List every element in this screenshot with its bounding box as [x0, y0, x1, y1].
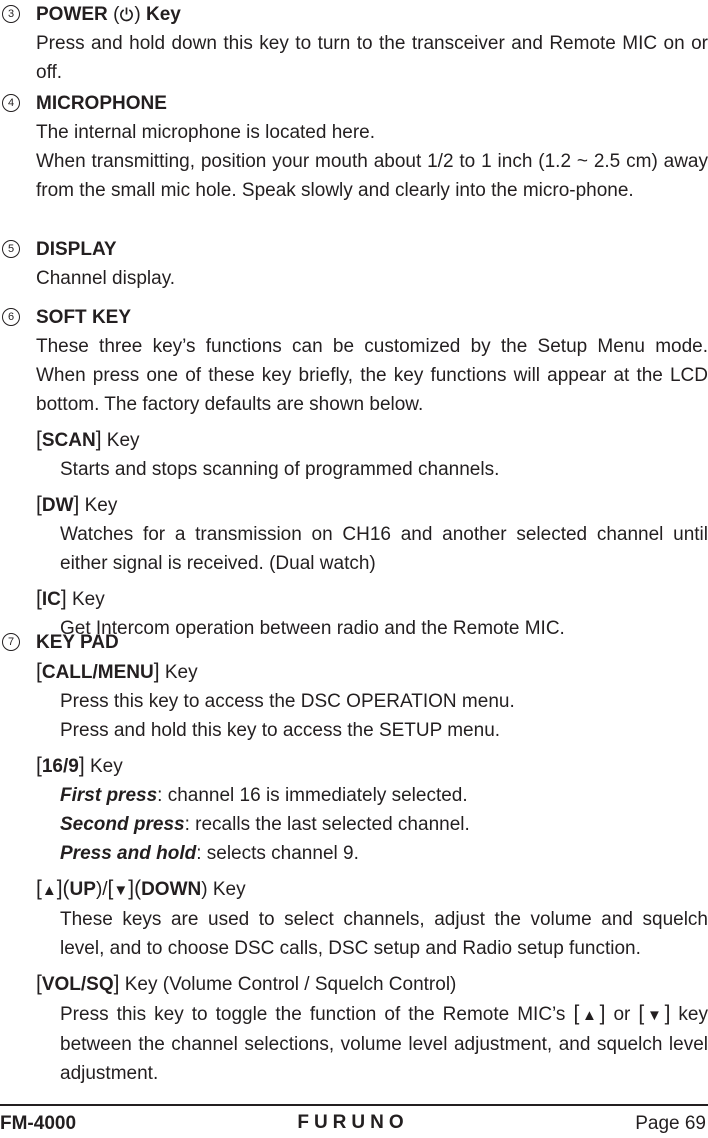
up-triangle-icon: ▲ — [579, 1007, 600, 1024]
vol-sq-key-entry: [VOL/SQ] Key (Volume Control / Squelch Control) Press this key to toggle the function of the Remote MIC’s [▲] or [▼] key between the channel selections, volume level adjustment, and squelch level adjustment. — [36, 969, 708, 1088]
footer-rule — [0, 1104, 708, 1106]
key-description: Press and hold this key to access the SETUP menu. — [60, 720, 501, 741]
text: : channel 16 is immediately selected. — [157, 785, 468, 806]
key-name: 16/9 — [41, 756, 79, 777]
item-description: Press and hold down this key to turn to the transceiver and Remote MIC on or off. — [36, 33, 708, 83]
item-title: KEY PAD — [36, 632, 119, 653]
text: Press this key to toggle the function of the Remote MIC’s — [60, 1004, 574, 1025]
text: : recalls the last selected channel. — [184, 814, 470, 835]
key-description: Press this key to toggle the function of the Remote MIC’s [▲] or [▼] key between the channel selections, volume level adjustment, and squelch level adjustment. — [60, 1002, 708, 1084]
key-description: Starts and stops scanning of programmed channels. — [60, 459, 500, 480]
up-triangle-icon: ▲ — [41, 882, 57, 899]
key-description — [36, 781, 708, 810]
key-suffix: Key — [159, 662, 198, 683]
emphasis: Second press — [60, 814, 185, 835]
item-description: The internal microphone is located here. — [36, 122, 376, 143]
call-menu-key-entry: [CALL/MENU] Key Press this key to access the DSC OPERATION menu. Press and hold this key to access the SETUP menu. — [36, 657, 708, 745]
item-description: Channel display. — [36, 268, 176, 289]
item-number: 5 — [2, 240, 20, 258]
emphasis: Press and hold — [60, 843, 197, 864]
key-description: These keys are used to select channels, adjust the volume and squelch level, and to choose DSC calls, DSC setup and Radio setup function. — [60, 909, 708, 959]
item-title: DISPLAY — [36, 239, 117, 260]
key-description: Get Intercom operation between radio and the Remote MIC. — [60, 618, 565, 639]
key-suffix: Key (Volume Control / Squelch Control) — [119, 974, 457, 995]
key-description: Press this key to access the DSC OPERATION menu. — [60, 691, 515, 712]
key-description — [36, 810, 708, 839]
text: : selects channel 9. — [196, 843, 359, 864]
item-title: MICROPHONE — [36, 93, 167, 114]
key-name: DW — [41, 495, 74, 516]
key-description: Watches for a transmission on CH16 and another selected channel until either signal is received. (Dual watch) — [60, 524, 708, 574]
key-16-9-entry: [16/9] Key First press: channel 16 is immediately selected. Second press: recalls the last selected channel. Press and hold: selects channel 9. — [36, 751, 708, 868]
up-down-key-entry: [▲](UP)/[▼](DOWN) Key These keys are used to select channels, adjust the volume and squelch level, and to choose DSC calls, DSC setup and Radio setup function. — [36, 874, 708, 963]
item-number: 6 — [2, 308, 20, 326]
down-triangle-icon: ▼ — [113, 882, 129, 899]
furuno-logo — [273, 1112, 433, 1130]
key-name: UP — [69, 879, 96, 900]
key-suffix: Key — [101, 430, 140, 451]
footer-model: FM-4000 — [0, 1113, 77, 1134]
scan-key-entry: [SCAN] Key Starts and stops scanning of programmed channels. — [36, 425, 708, 484]
text: or — [605, 1004, 639, 1025]
key-name: SCAN — [41, 430, 96, 451]
power-title: POWER — [36, 4, 108, 25]
ic-key-entry: [IC] Key Get Intercom operation between radio and the Remote MIC. — [36, 584, 708, 643]
item-title: POWER ( ) Key — [36, 4, 181, 25]
key-suffix: Key — [66, 589, 105, 610]
key-name: CALL/MENU — [41, 662, 154, 683]
logo-text: FURUNO — [297, 1112, 409, 1130]
key-description — [36, 839, 708, 868]
emphasis: First press — [60, 785, 158, 806]
item-number: 4 — [2, 94, 20, 112]
dw-key-entry: [DW] Key Watches for a transmission on CH16 and another selected channel until either signal is received. (Dual watch) — [36, 490, 708, 578]
item-description: These three key’s functions can be customized by the Setup Menu mode. When press one of these key briefly, the key functions will appear at the LCD bottom. The factory defaults are shown below. — [36, 336, 708, 415]
text: key between the channel selections, volume level adjustment, and squelch level adjustment. — [60, 1004, 708, 1084]
key-name: VOL/SQ — [41, 974, 114, 995]
item-title: SOFT KEY — [36, 307, 132, 328]
key-suffix: Key — [84, 756, 123, 777]
power-icon — [119, 7, 134, 22]
power-title-suffix: Key — [146, 4, 181, 25]
down-triangle-icon: ▼ — [644, 1007, 665, 1024]
footer-page-number: Page 69 — [635, 1113, 706, 1134]
key-suffix: Key — [79, 495, 118, 516]
key-name: DOWN — [141, 879, 202, 900]
key-name: IC — [41, 589, 61, 610]
item-description: When transmitting, position your mouth about 1/2 to 1 inch (1.2 ~ 2.5 cm) away from the small mic hole. Speak slowly and clearly into the micro-phone. — [36, 151, 708, 201]
item-number: 7 — [2, 633, 20, 651]
item-number: 3 — [2, 5, 20, 23]
key-suffix: Key — [207, 879, 246, 900]
